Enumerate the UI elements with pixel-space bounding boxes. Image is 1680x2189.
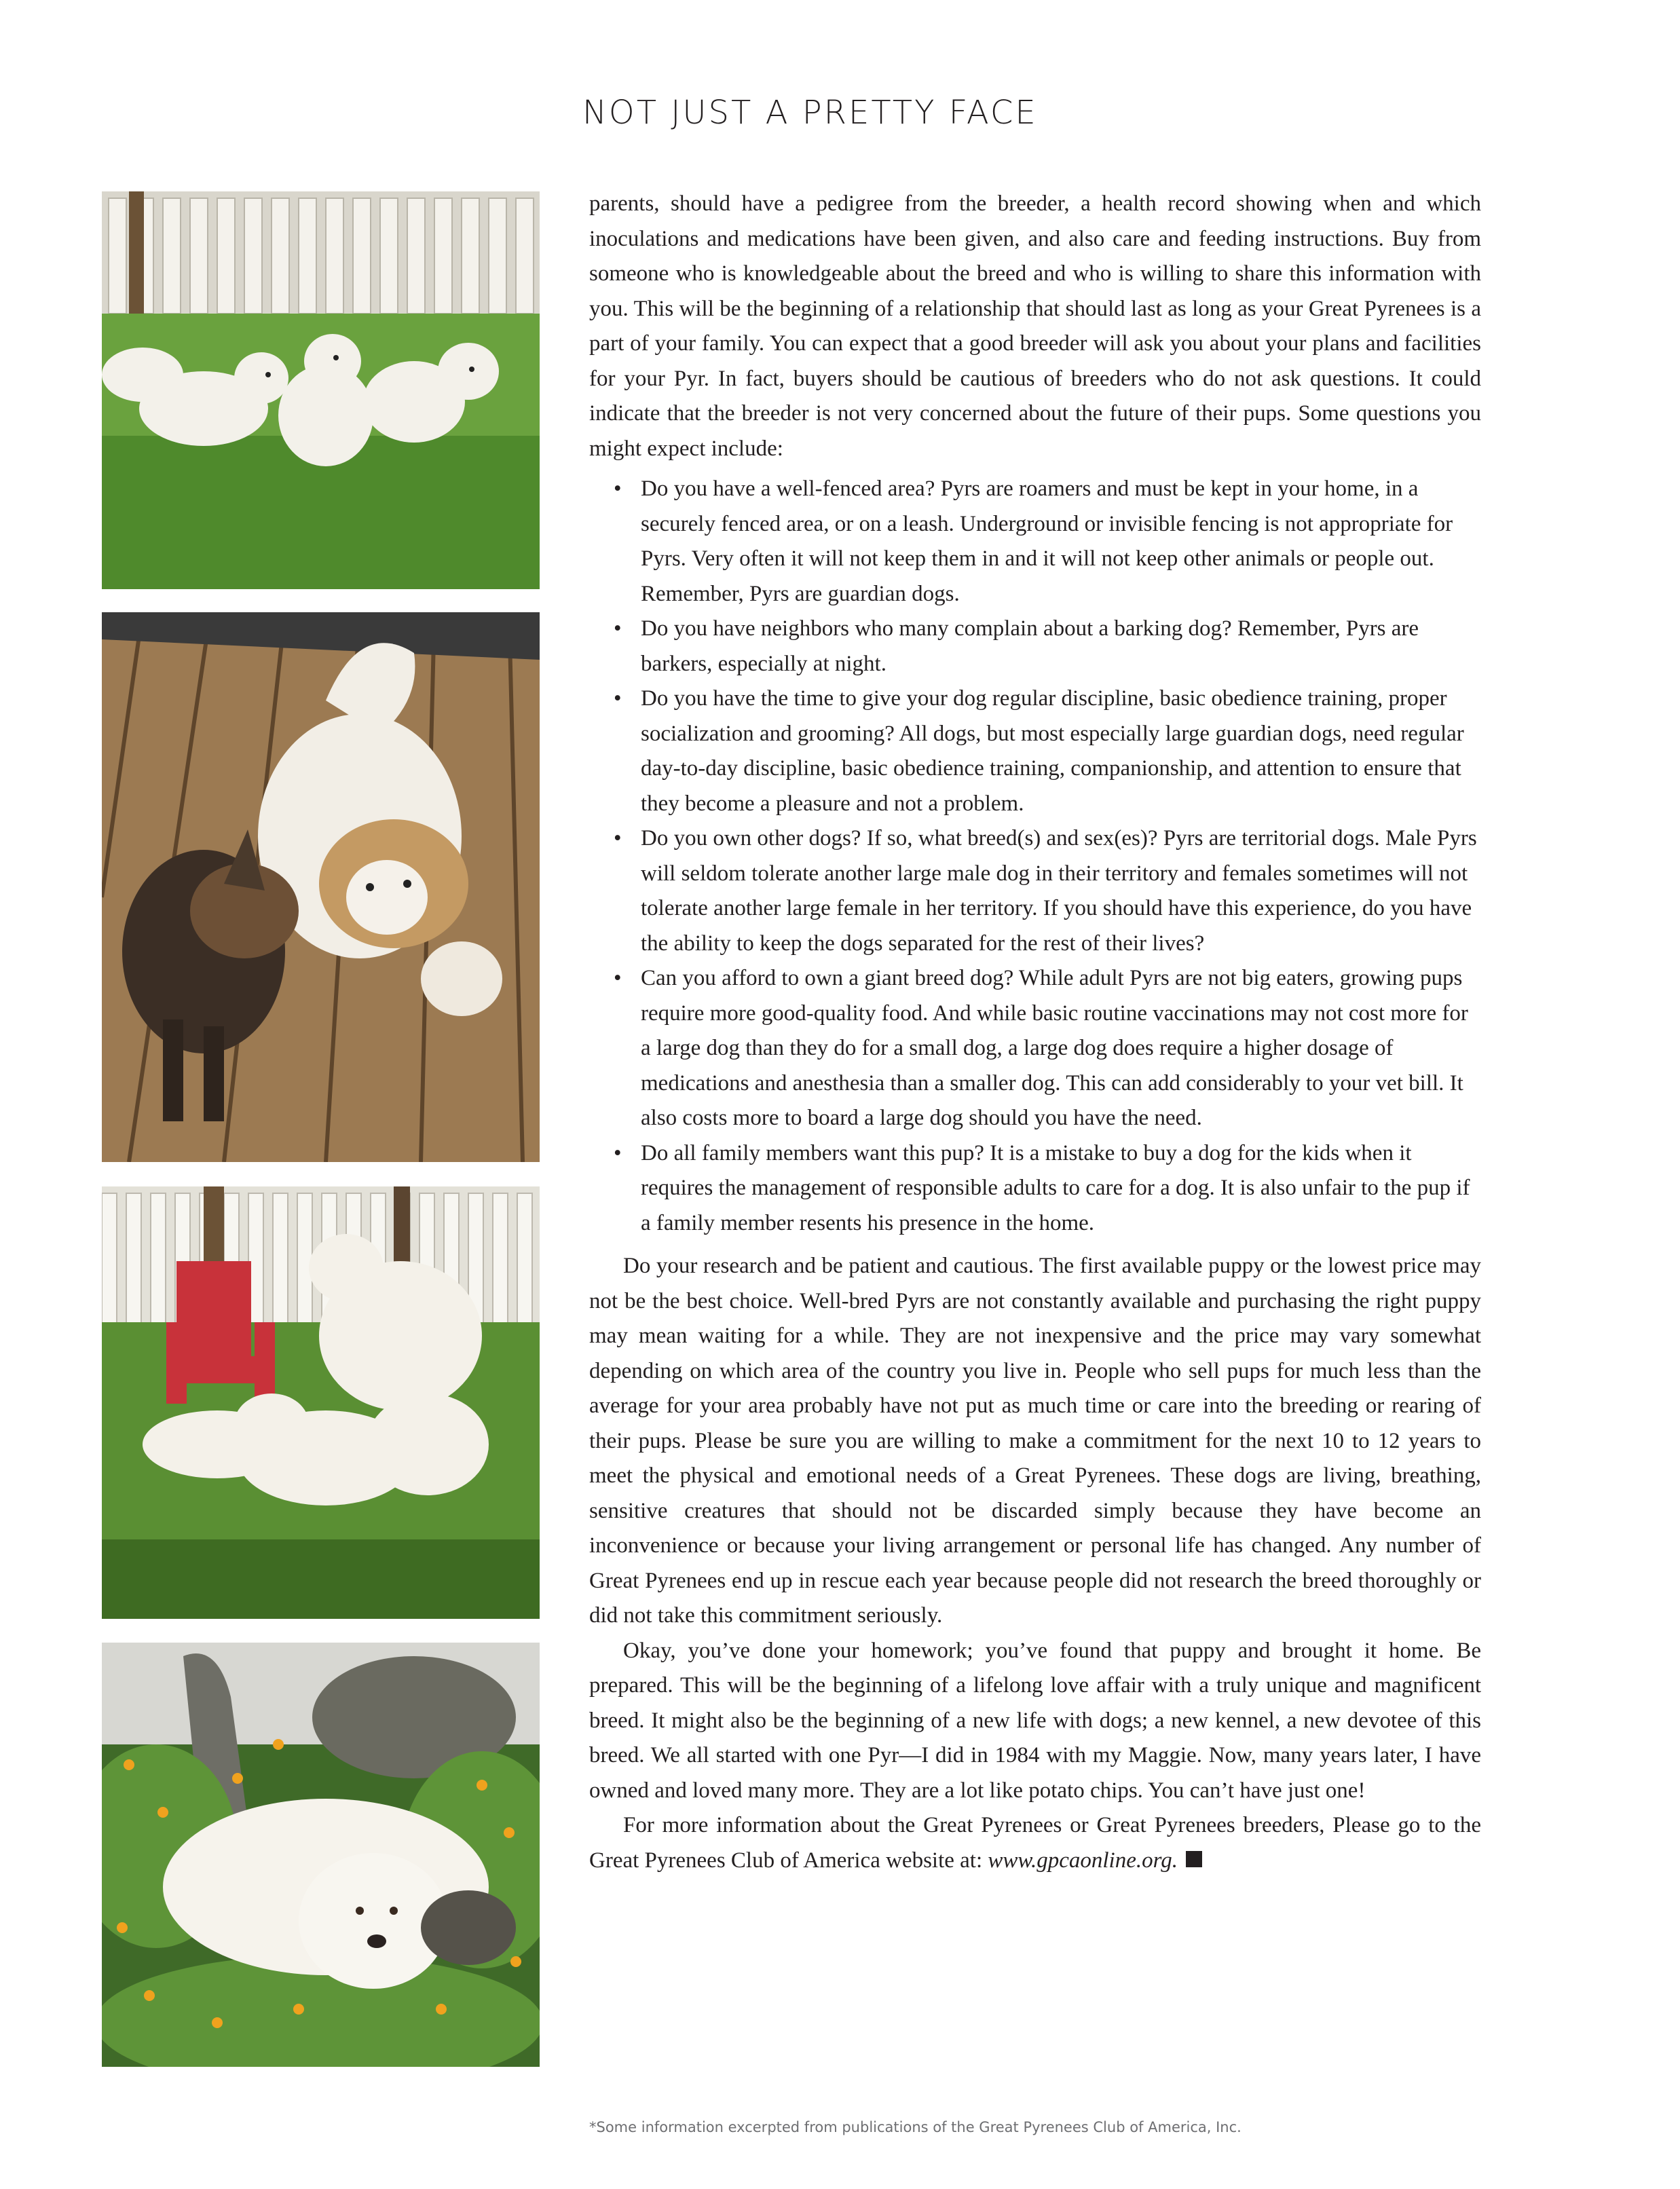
bullet-icon: • bbox=[614, 966, 622, 990]
photo-puppy-and-goat-deck bbox=[102, 612, 540, 1162]
end-mark-icon bbox=[1186, 1851, 1202, 1867]
paragraph-research: Do your research and be patient and cautious. The first available puppy or the lowest price may not be the best choice. Well-bred Pyrs are not constantly available and purchasing the right puppy may mean waiting for a while. They are not inexpensive and the price may vary somewhat depending on which area of the country you live in. People who sell pups for much less than the average for your area probably have not put as much time or care into the breeding or rearing of their pups. Please be sure you are willing to make a commitment for the next 10 to 12 years to meet the physical and emotional needs of a Great Pyrenees. These dogs are living, breathing, sensitive creatures that should not be discarded simply because they have become an inconvenience or because your living arrangement or personal life has changed. Any number of Great Pyrenees end up in rescue each year because people did not research the breed thoroughly or did not take this commitment seriously. bbox=[589, 1254, 1481, 1628]
bullet-icon: • bbox=[614, 826, 622, 850]
list-item-text: Do you have neighbors who many complain about a barking dog? Remember, Pyrs are barkers, especially at night. bbox=[641, 616, 1419, 676]
question-list bbox=[589, 472, 1481, 1241]
photo-four-pyrenees-lawn bbox=[102, 191, 540, 589]
bullet-icon: • bbox=[614, 616, 622, 641]
photo-dogs-by-red-chair bbox=[102, 1186, 540, 1619]
website-link[interactable]: www.gpcaonline.org. bbox=[988, 1848, 1178, 1873]
page-title: NOT JUST A PRETTY FACE bbox=[582, 94, 1038, 132]
list-item-text: Do you have a well-fenced area? Pyrs are roamers and must be kept in your home, in a securely fenced area, or on a leash. Underground or invisible fencing is not appropriate for Pyrs. Very often it will not keep them in and it will not keep other animals or people out. Remember, Pyrs are guardian dogs. bbox=[641, 476, 1453, 606]
list-item-text: Do you own other dogs? If so, what breed(s) and sex(es)? Pyrs are territorial dogs. Male Pyrs will seldom tolerate another large male dog in their territory and females sometimes will not tolerate another large female in her territory. If you should have this experience, do you have the ability to keep the dogs separated for the rest of their lives? bbox=[641, 826, 1477, 956]
list-item bbox=[614, 472, 1481, 612]
footnote: *Some information excerpted from publications of the Great Pyrenees Club of America, Inc. bbox=[589, 2119, 1242, 2135]
list-item bbox=[614, 821, 1481, 961]
article-intro: parents, should have a pedigree from the breeder, a health record showing when and which inoculations and medications have been given, and also care and feeding instructions. Buy from someone who is knowledgeable about the breed and who is willing to share this information with you. This will be the beginning of a relationship that should last as long as your Great Pyrenees is a part of your family. You can expect that a good breeder will ask you about your plans and facilities for your Pyr. In fact, buyers should be cautious of breeders who do not ask questions. It could indicate that the breeder is not very concerned about the future of their pups. Some questions you might expect include: bbox=[589, 191, 1481, 461]
article-body bbox=[589, 187, 1481, 1878]
list-item-text: Do all family members want this pup? It is a mistake to buy a dog for the kids when it requires the management of responsible adults to care for a dog. It is also unfair to the pup if a family member resents his presence in the home. bbox=[641, 1140, 1470, 1235]
list-item bbox=[614, 1136, 1481, 1241]
list-item bbox=[614, 612, 1481, 681]
bullet-icon: • bbox=[614, 476, 622, 501]
bullet-icon: • bbox=[614, 1140, 622, 1165]
list-item bbox=[614, 681, 1481, 821]
list-item bbox=[614, 961, 1481, 1136]
list-item-text: Can you afford to own a giant breed dog? While adult Pyrs are not big eaters, growing pups require more good-quality food. And while basic routine vaccinations may not cost more for a large dog than they do for a small dog, a large dog does require a higher dosage of medications and anesthesia than a smaller dog. This can add considerably to your vet bill. It also costs more to board a large dog should you have the need. bbox=[641, 966, 1468, 1130]
more-info-text: For more information about the Great Pyrenees or Great Pyrenees breeders, Please go to the Great Pyrenees Club of America website at: bbox=[589, 1813, 1481, 1873]
photo-pyrenees-in-garden bbox=[102, 1643, 540, 2067]
paragraph-homework: Okay, you’ve done your homework; you’ve found that puppy and brought it home. Be prepared. This will be the beginning of a lifelong love affair with a truly unique and magnificent breed. It might also be the beginning of a new life with dogs; a new kennel, a new devotee of this breed. We all started with one Pyr—I did in 1984 with my Maggie. Now, many years later, I have owned and loved many more. They are a lot like potato chips. You can’t have just one! bbox=[589, 1638, 1481, 1803]
list-item-text: Do you have the time to give your dog regular discipline, basic obedience training, proper socialization and grooming? All dogs, but most especially large guardian dogs, need regular day-to-day discipline, basic obedience training, companionship, and attention to ensure that they become a pleasure and not a problem. bbox=[641, 686, 1464, 816]
bullet-icon: • bbox=[614, 686, 622, 711]
paragraph-more-info bbox=[589, 1808, 1481, 1878]
